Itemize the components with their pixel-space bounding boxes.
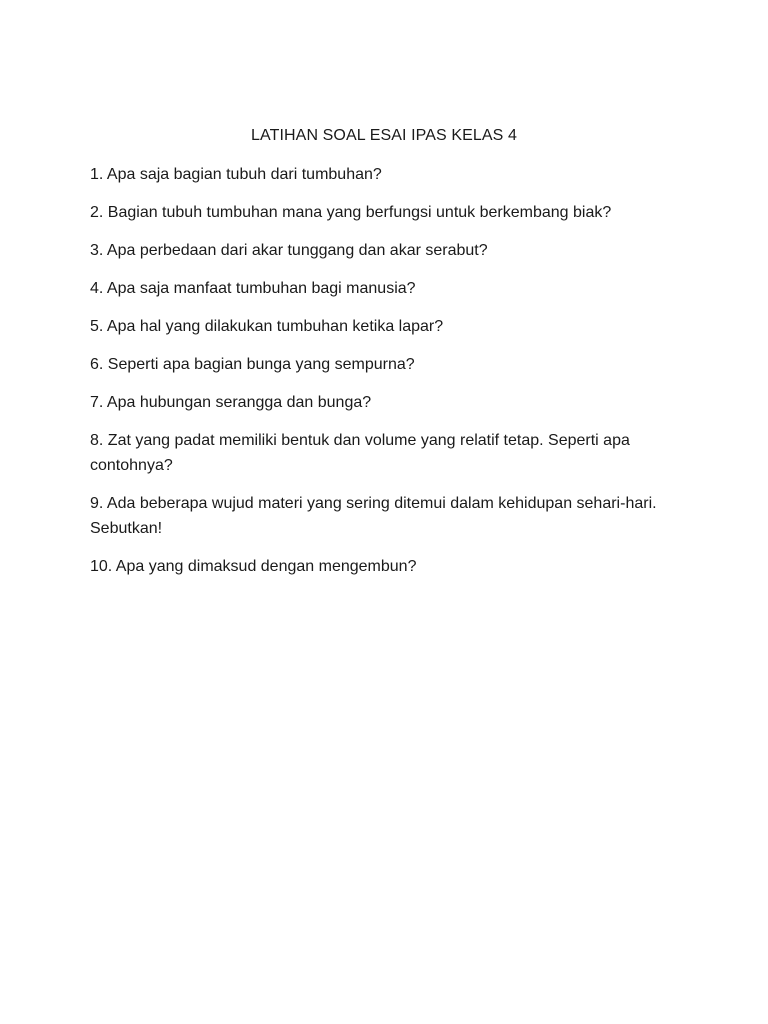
question-item: 6. Seperti apa bagian bunga yang sempurna? bbox=[90, 356, 415, 373]
question-item: 8. Zat yang padat memiliki bentuk dan volume yang relatif tetap. Seperti apa contohnya? bbox=[90, 432, 630, 474]
page-title: LATIHAN SOAL ESAI IPAS KELAS 4 bbox=[251, 127, 517, 144]
question-item: 7. Apa hubungan serangga dan bunga? bbox=[90, 394, 372, 411]
question-item: 3. Apa perbedaan dari akar tunggang dan akar serabut? bbox=[90, 242, 488, 259]
question-item: 10. Apa yang dimaksud dengan mengembun? bbox=[90, 558, 417, 575]
question-list bbox=[90, 162, 682, 592]
question-item: 4. Apa saja manfaat tumbuhan bagi manusia? bbox=[90, 280, 416, 297]
question-item: 1. Apa saja bagian tubuh dari tumbuhan? bbox=[90, 166, 382, 183]
question-item: 5. Apa hal yang dilakukan tumbuhan ketika lapar? bbox=[90, 318, 444, 335]
question-item: 9. Ada beberapa wujud materi yang sering ditemui dalam kehidupan sehari-hari. Sebutkan! bbox=[90, 495, 657, 537]
question-item: 2. Bagian tubuh tumbuhan mana yang berfungsi untuk berkembang biak? bbox=[90, 204, 612, 221]
